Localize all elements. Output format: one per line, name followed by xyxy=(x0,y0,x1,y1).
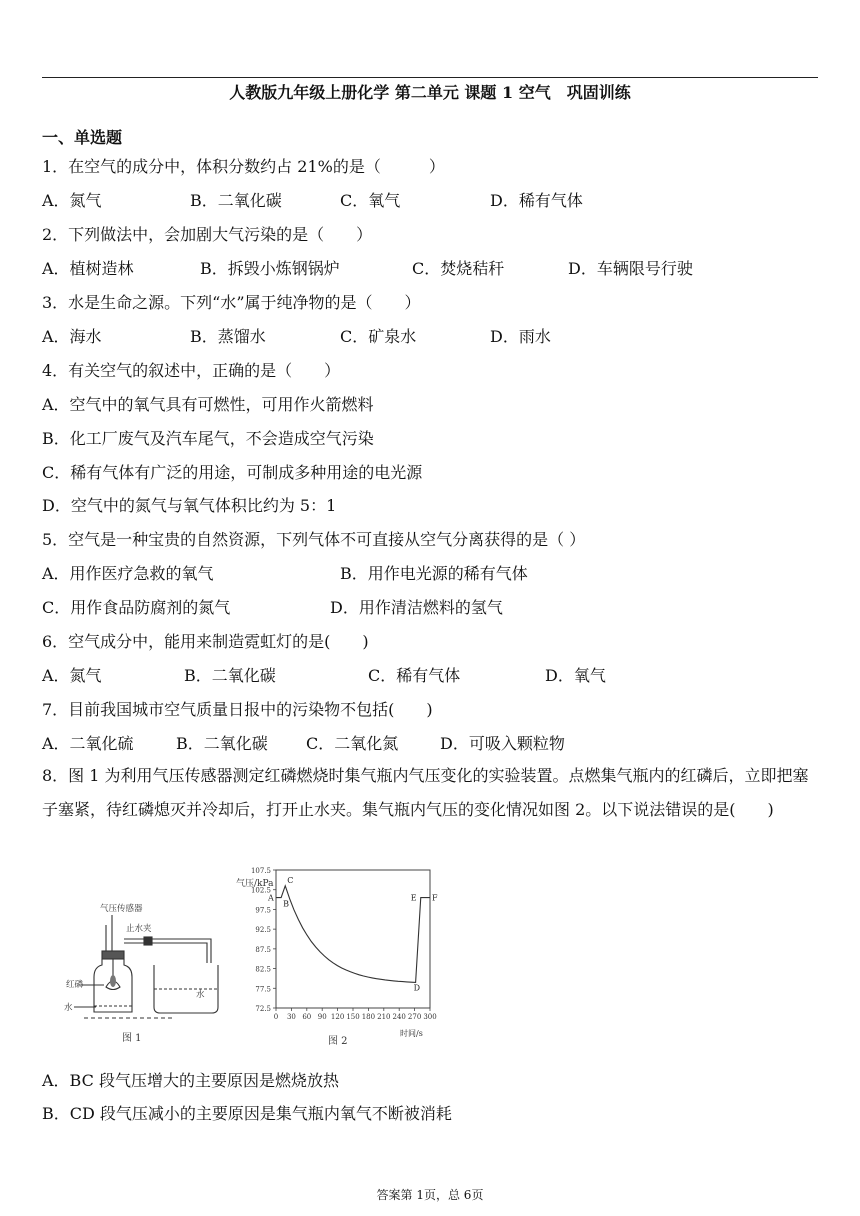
q4-option-c: C．稀有气体有广泛的用途，可制成多种用途的电光源 xyxy=(42,463,423,482)
x-tick-label: 180 xyxy=(361,1013,376,1021)
q5-option-b: B．用作电光源的稀有气体 xyxy=(340,564,528,583)
q5-option-d: D．用作清洁燃料的氢气 xyxy=(330,598,503,617)
question-5-stem: 5．空气是一种宝贵的自然资源，下列气体不可直接从空气分离获得的是（ ） xyxy=(42,530,586,549)
x-tick-label: 120 xyxy=(330,1013,345,1021)
header-rule xyxy=(42,77,818,78)
y-tick-label: 102.5 xyxy=(250,886,271,895)
figure-2-pressure-chart xyxy=(232,860,444,1046)
figure1-label-water-left: 水 xyxy=(64,1003,73,1013)
figure1-label-phosphorus: 红磷 xyxy=(66,980,84,990)
x-tick-label: 90 xyxy=(317,1013,327,1021)
q7-option-b: B．二氧化碳 xyxy=(176,734,268,753)
q3-option-d: D．雨水 xyxy=(490,327,551,346)
q2-option-a: A．植树造林 xyxy=(42,259,134,278)
page-title: 人教版九年级上册化学 第二单元 课题 1 空气 巩固训练 xyxy=(229,83,631,102)
section-title: 一、单选题 xyxy=(42,128,123,147)
flame-icon xyxy=(110,975,116,987)
q3-option-a: A．海水 xyxy=(42,327,102,346)
question-3-stem: 3．水是生命之源。下列“水”属于纯净物的是（ ） xyxy=(42,293,421,312)
x-tick-label: 300 xyxy=(423,1013,437,1021)
y-tick-label: 72.5 xyxy=(255,1005,271,1013)
q6-option-a: A．氮气 xyxy=(42,666,102,685)
question-1-stem: 1．在空气的成分中，体积分数约占 21%的是（ ） xyxy=(42,157,445,176)
y-tick-label: 92.5 xyxy=(255,926,271,935)
figure1-label-water-right: 水 xyxy=(196,990,205,1000)
figure-2-caption: 图 2 xyxy=(328,1036,348,1046)
q5-option-c: C．用作食品防腐剂的氮气 xyxy=(42,598,231,617)
q4-option-a: A．空气中的氧气具有可燃性，可用作火箭燃料 xyxy=(42,395,374,414)
chart-xlabel: 时间/s xyxy=(400,1029,423,1038)
question-6-stem: 6．空气成分中，能用来制造霓虹灯的是( ) xyxy=(42,632,369,651)
y-tick-label: 77.5 xyxy=(255,985,271,994)
connecting-tube xyxy=(124,943,207,963)
point-label-b: B xyxy=(283,899,290,909)
figure1-label-clamp: 止水夹 xyxy=(126,924,152,934)
y-tick-label: 87.5 xyxy=(255,945,271,954)
x-tick-label: 150 xyxy=(346,1013,360,1021)
figure1-label-sensor: 气压传感器 xyxy=(100,904,143,914)
y-tick-label: 97.5 xyxy=(255,906,271,915)
page-footer: 答案第 1页，总 6页 xyxy=(376,1188,484,1202)
q1-option-b: B．二氧化碳 xyxy=(190,191,282,210)
point-label-a: A xyxy=(268,893,274,903)
point-label-d: D xyxy=(413,983,421,993)
q6-option-c: C．稀有气体 xyxy=(368,666,461,685)
q7-option-d: D．可吸入颗粒物 xyxy=(440,734,565,753)
pressure-series-line xyxy=(276,886,430,983)
y-tick-label: 107.5 xyxy=(250,867,271,875)
q3-option-c: C．矿泉水 xyxy=(340,327,417,346)
q8-option-b: B．CD 段气压减小的主要原因是集气瓶内氧气不断被消耗 xyxy=(42,1104,452,1123)
question-7-stem: 7．目前我国城市空气质量日报中的污染物不包括( ) xyxy=(42,700,433,719)
question-2-stem: 2．下列做法中，会加剧大气污染的是（ ） xyxy=(42,225,373,244)
q2-option-d: D．车辆限号行驶 xyxy=(568,259,693,278)
q3-option-b: B．蒸馏水 xyxy=(190,327,266,346)
q5-option-a: A．用作医疗急救的氧气 xyxy=(42,564,214,583)
figure-1-apparatus xyxy=(62,895,222,1045)
question-8-stem: 8．图 1 为利用气压传感器测定红磷燃烧时集气瓶内气压变化的实验装置。点燃集气瓶内的红磷后，立即把塞子塞紧，待红磷熄灭并冷却后，打开止水夹。集气瓶内气压的变化情况如图 2。以下说法错误的是( ) xyxy=(42,766,809,819)
q4-option-b: B．化工厂废气及汽车尾气，不会造成空气污染 xyxy=(42,429,374,448)
figure-1-caption: 图 1 xyxy=(122,1033,142,1044)
q2-option-b: B．拆毁小炼钢锅炉 xyxy=(200,259,340,278)
x-tick-label: 270 xyxy=(407,1013,422,1021)
q6-option-d: D．氧气 xyxy=(545,666,606,685)
y-tick-label: 82.5 xyxy=(255,965,271,974)
point-label-c: C xyxy=(287,875,294,885)
x-tick-label: 60 xyxy=(302,1013,312,1021)
q7-option-a: A．二氧化硫 xyxy=(42,734,134,753)
q2-option-c: C．焚烧秸秆 xyxy=(412,259,505,278)
bottle-stopper xyxy=(102,951,124,959)
water-clamp xyxy=(144,937,152,945)
x-tick-label: 210 xyxy=(377,1013,391,1021)
x-tick-label: 30 xyxy=(286,1013,296,1021)
q6-option-b: B．二氧化碳 xyxy=(184,666,276,685)
point-label-e: E xyxy=(410,893,417,903)
plot-frame xyxy=(276,870,430,1008)
chart-ylabel: 气压/kPa xyxy=(236,879,274,889)
point-label-f: F xyxy=(432,893,438,903)
q7-option-c: C．二氧化氮 xyxy=(306,734,399,753)
x-tick-label: 0 xyxy=(273,1013,279,1021)
q1-option-a: A．氮气 xyxy=(42,191,102,210)
x-tick-label: 240 xyxy=(392,1013,406,1021)
q1-option-c: C．氧气 xyxy=(340,191,401,210)
question-4-stem: 4．有关空气的叙述中，正确的是（ ） xyxy=(42,361,341,380)
q8-option-a: A．BC 段气压增大的主要原因是燃烧放热 xyxy=(42,1071,339,1090)
q1-option-d: D．稀有气体 xyxy=(490,191,583,210)
q4-option-d: D．空气中的氮气与氧气体积比约为 5：1 xyxy=(42,496,337,515)
